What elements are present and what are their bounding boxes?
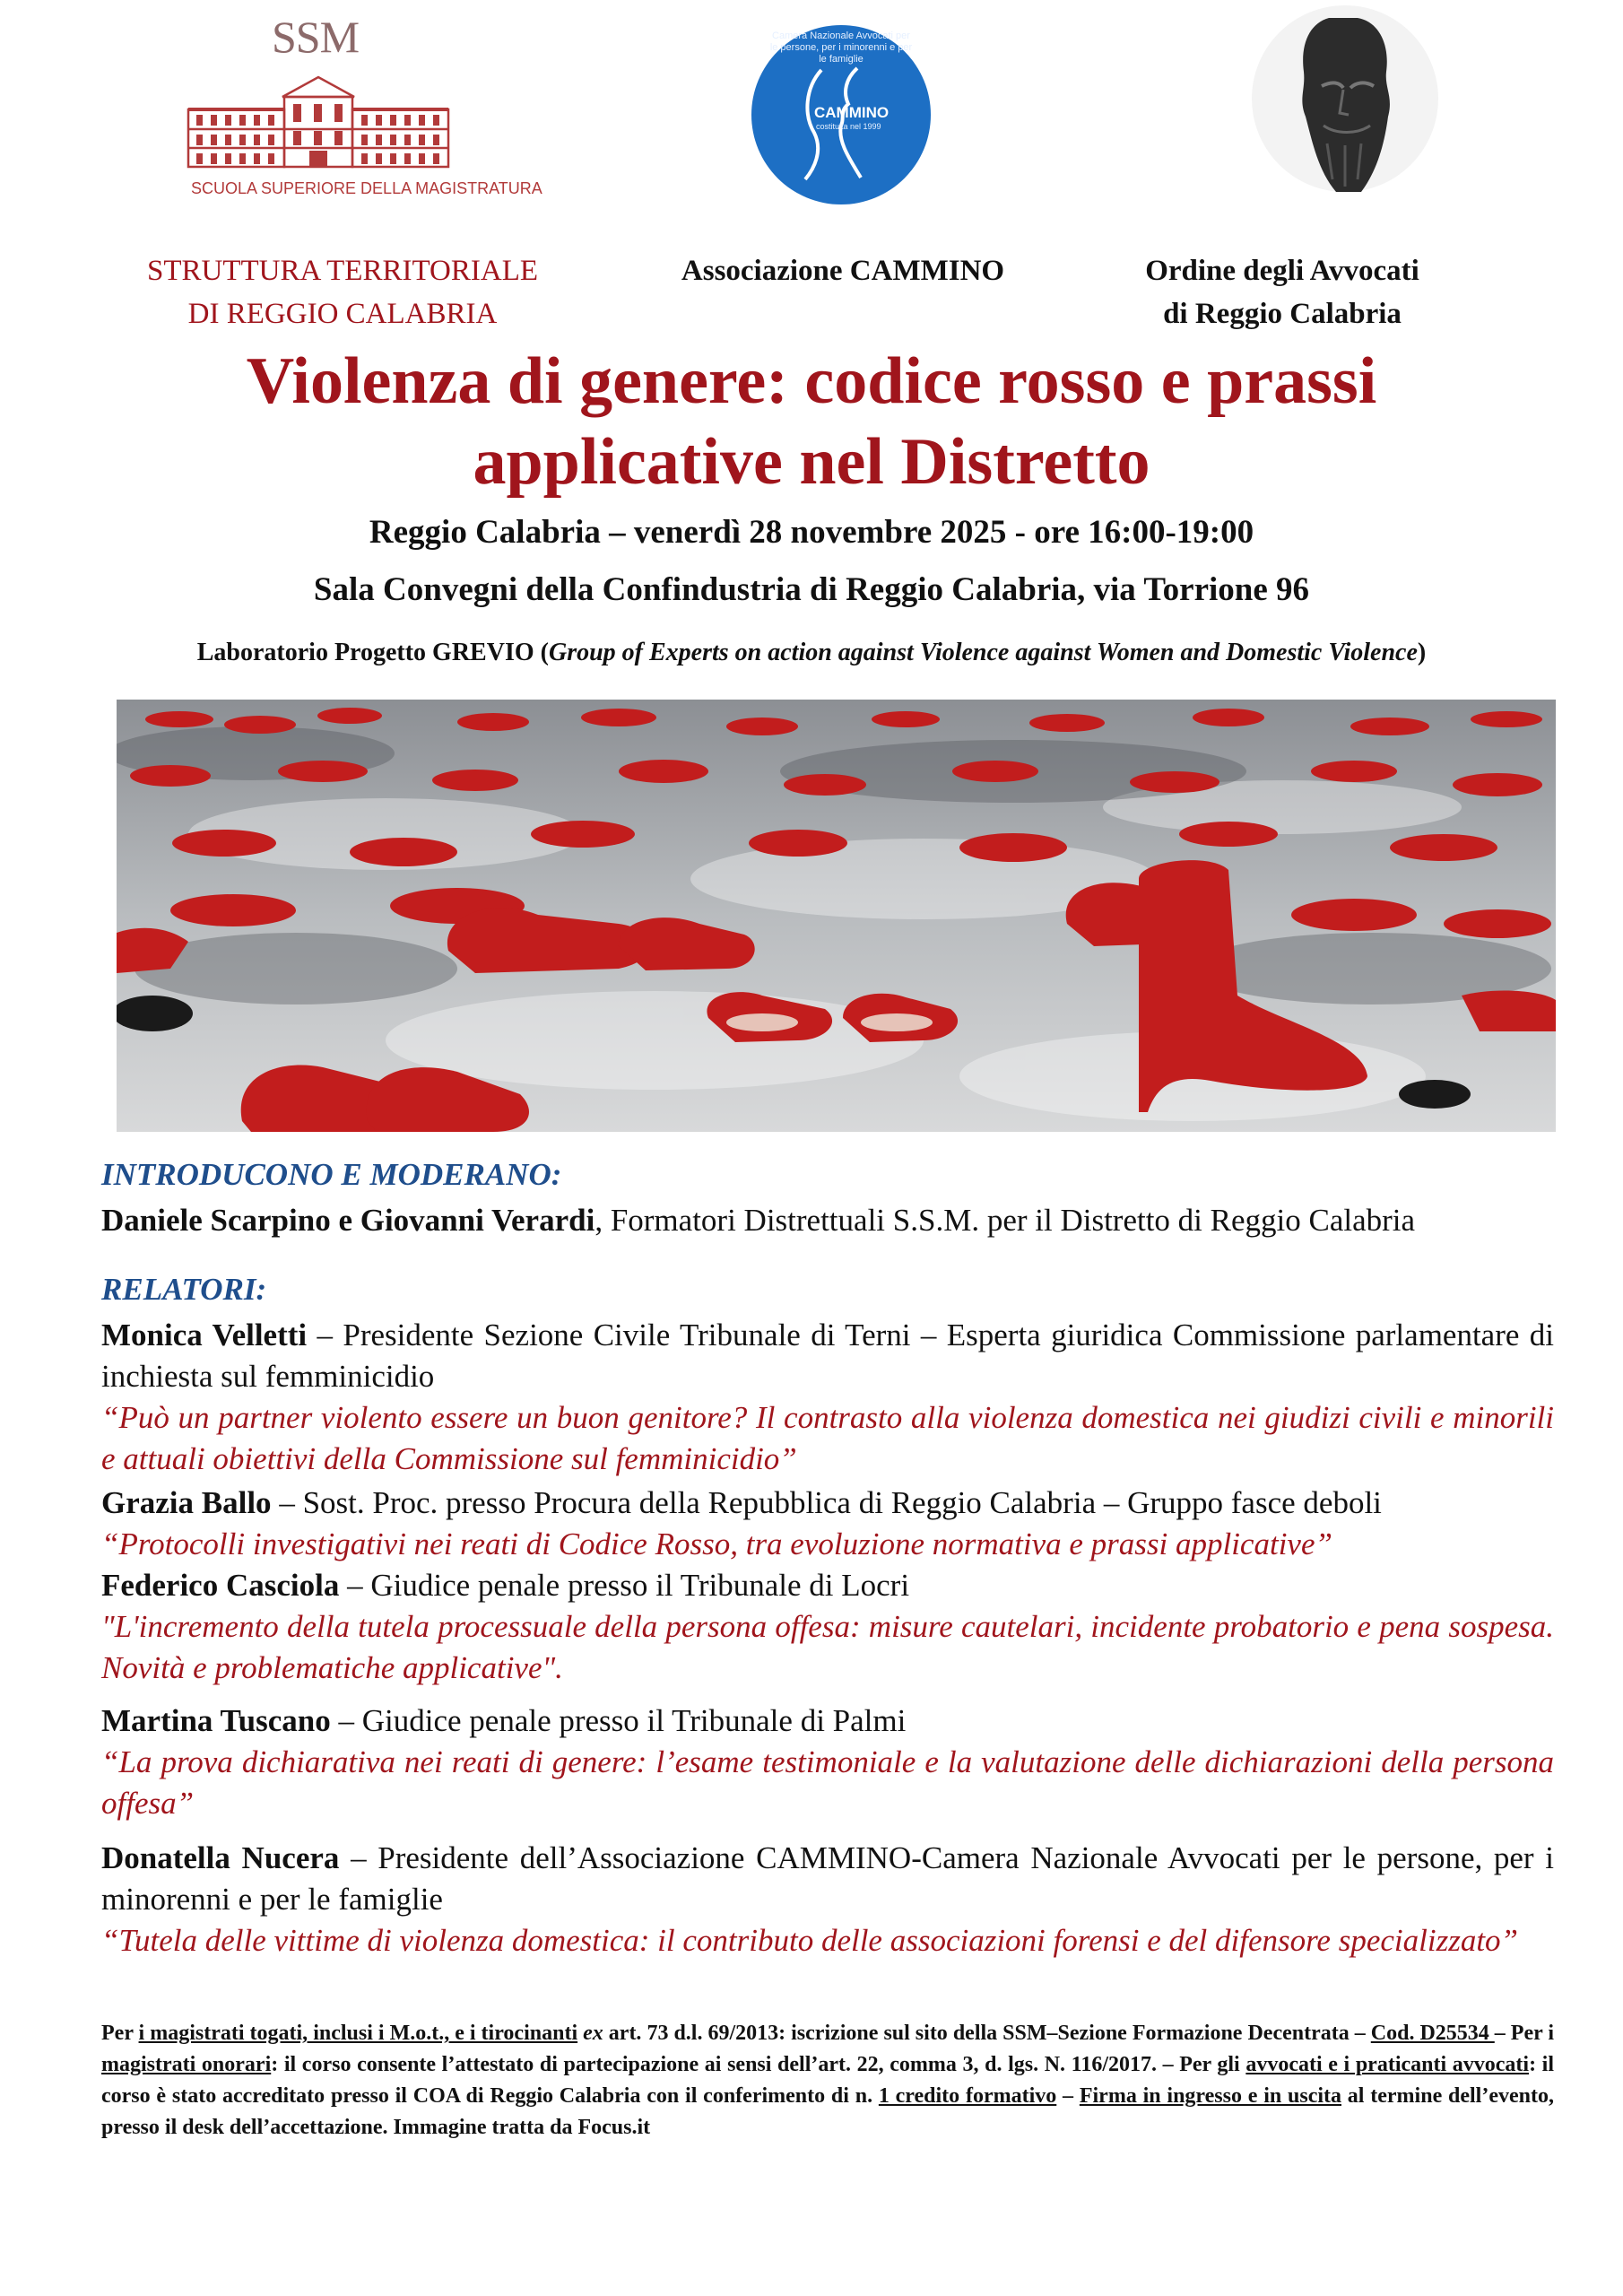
org-ordine-line1: Ordine degli Avvocati bbox=[1145, 255, 1419, 287]
speaker-role: – Giudice penale presso il Tribunale di Palmi bbox=[330, 1703, 907, 1738]
speaker-talk-title: “Tutela delle vittime di violenza domestica: il contributo delle associazioni forensi e del difensore specializzato” bbox=[101, 1923, 1519, 1958]
org-ordine-avvocati bbox=[1076, 249, 1488, 335]
speaker-talk-title: “Protocolli investigativi nei reati di Codice Rosso, tra evoluzione normativa e prassi applicative” bbox=[101, 1526, 1332, 1561]
foot-underline: magistrati onorari bbox=[101, 2053, 272, 2076]
cammino-ring-text: Camera Nazionale Avvocati per le persone, per i minorenni e per le famiglie bbox=[769, 30, 913, 65]
foot-text: : il corso consente l’attestato di partecipazione ai sensi dell’art. 22, comma 3, d. lgs. N. 116/2017. – Per gli bbox=[271, 2053, 1246, 2076]
speaker-role: – Presidente dell’Associazione CAMMINO-Camera Nazionale Avvocati per le persone, per i minorenni e per le famiglie bbox=[101, 1840, 1554, 1917]
speaker-nucera bbox=[101, 1838, 1554, 1961]
cammino-since: costituita nel 1999 bbox=[816, 122, 881, 131]
speaker-casciola bbox=[101, 1565, 1554, 1689]
ssm-caption: SCUOLA SUPERIORE DELLA MAGISTRATURA bbox=[191, 179, 542, 197]
foot-text: – Per i bbox=[1494, 2022, 1555, 2045]
sculpture-head-icon bbox=[1246, 0, 1444, 206]
speakers-heading: RELATORI: bbox=[101, 1272, 267, 1307]
speaker-name: Federico Casciola bbox=[101, 1568, 340, 1603]
speaker-talk-title: “La prova dichiarativa nei reati di genere: l’esame testimoniale e la valutazione delle dichiarazioni della persona offesa” bbox=[101, 1744, 1554, 1821]
foot-course-code: Cod. D25534 bbox=[1370, 2022, 1495, 2045]
event-title bbox=[0, 341, 1623, 502]
org-struttura bbox=[109, 249, 576, 335]
foot-signature-note: Firma in ingresso e in uscita bbox=[1079, 2084, 1342, 2108]
speaker-ballo bbox=[101, 1483, 1554, 1565]
speaker-role: – Presidente Sezione Civile Tribunale di Terni – Esperta giuridica Commissione parlamentare di inchiesta sul femminicidio bbox=[101, 1318, 1554, 1394]
foot-text: art. 73 d.l. 69/2013: iscrizione sul sito della SSM–Sezione Formazione Decentrata – bbox=[603, 2022, 1371, 2045]
event-title-line1: Violenza di genere: codice rosso e prassi bbox=[246, 344, 1377, 418]
lab-line bbox=[0, 639, 1623, 667]
bearded-head-sculpture bbox=[1246, 0, 1444, 206]
event-title-line2: applicative nel Distretto bbox=[473, 425, 1150, 499]
event-date: Reggio Calabria – venerdì 28 novembre 2025 - ore 16:00-19:00 bbox=[369, 514, 1254, 551]
cammino-name: CAMMINO bbox=[814, 104, 890, 121]
speaker-velletti bbox=[101, 1315, 1554, 1480]
foot-underline: i magistrati togati, inclusi i M.o.t., e i tirocinanti bbox=[138, 2022, 578, 2045]
foot-text: al termine dell’evento, presso il desk dell’accettazione. Immagine tratta da Focus.it bbox=[101, 2084, 1554, 2139]
org-cammino bbox=[664, 249, 1022, 292]
org-struttura-line2: DI REGGIO CALABRIA bbox=[187, 298, 498, 330]
speaker-name: Monica Velletti bbox=[101, 1318, 308, 1352]
org-struttura-line1: STRUTTURA TERRITORIALE bbox=[146, 255, 539, 287]
speaker-tuscano bbox=[101, 1700, 1554, 1824]
speaker-role: – Giudice penale presso il Tribunale di Locri bbox=[339, 1568, 910, 1603]
speaker-role: – Sost. Proc. presso Procura della Repubblica di Reggio Calabria – Gruppo fasce deboli bbox=[271, 1485, 1382, 1520]
palace-icon bbox=[184, 72, 453, 170]
org-cammino-line: Associazione CAMMINO bbox=[681, 255, 1005, 287]
foot-italic: ex bbox=[583, 2022, 603, 2045]
intro-moderators bbox=[101, 1200, 1554, 1241]
foot-text: : il corso è stato accreditato presso il COA di Reggio Calabria con il conferimento di n. bbox=[101, 2053, 1555, 2108]
intro-role: , Formatori Distrettuali S.S.M. per il Distretto di Reggio Calabria bbox=[595, 1203, 1416, 1238]
foot-underline: avvocati e i praticanti avvocati bbox=[1245, 2053, 1530, 2076]
foot-text: – bbox=[1056, 2084, 1080, 2108]
speaker-name: Martina Tuscano bbox=[101, 1703, 331, 1738]
speaker-talk-title: "L'incremento della tutela processuale della persona offesa: misure cautelari, incidente probatorio e pena sospesa. Novità e problematiche applicative". bbox=[101, 1609, 1554, 1685]
speaker-talk-title: “Può un partner violento essere un buon genitore? Il contrasto alla violenza domestica nei giudizi civili e minorili e attuali obiettivi della Commissione sul femminicidio” bbox=[101, 1400, 1554, 1476]
speaker-name: Donatella Nucera bbox=[101, 1840, 340, 1875]
foot-text: Per bbox=[101, 2022, 139, 2045]
ssm-abbr: SSM bbox=[272, 12, 360, 62]
speaker-name: Grazia Ballo bbox=[101, 1485, 272, 1520]
ssm-logo bbox=[184, 11, 542, 199]
lab-prefix: Laboratorio Progetto GREVIO ( bbox=[196, 639, 549, 666]
event-venue: Sala Convegni della Confindustria di Reggio Calabria, via Torrione 96 bbox=[313, 571, 1310, 608]
red-shoes-photo bbox=[117, 700, 1556, 1132]
foot-credit: 1 credito formativo bbox=[878, 2084, 1057, 2108]
cammino-logo bbox=[751, 25, 931, 204]
red-shoes-image bbox=[117, 700, 1556, 1132]
accreditation-note bbox=[101, 2018, 1554, 2144]
intro-heading: INTRODUCONO E MODERANO: bbox=[101, 1157, 562, 1192]
intro-names: Daniele Scarpino e Giovanni Verardi bbox=[101, 1203, 595, 1238]
lab-grevio-full: Group of Experts on action against Violence against Women and Domestic Violence bbox=[548, 639, 1418, 666]
lab-suffix: ) bbox=[1417, 639, 1427, 666]
org-ordine-line2: di Reggio Calabria bbox=[1163, 298, 1402, 330]
